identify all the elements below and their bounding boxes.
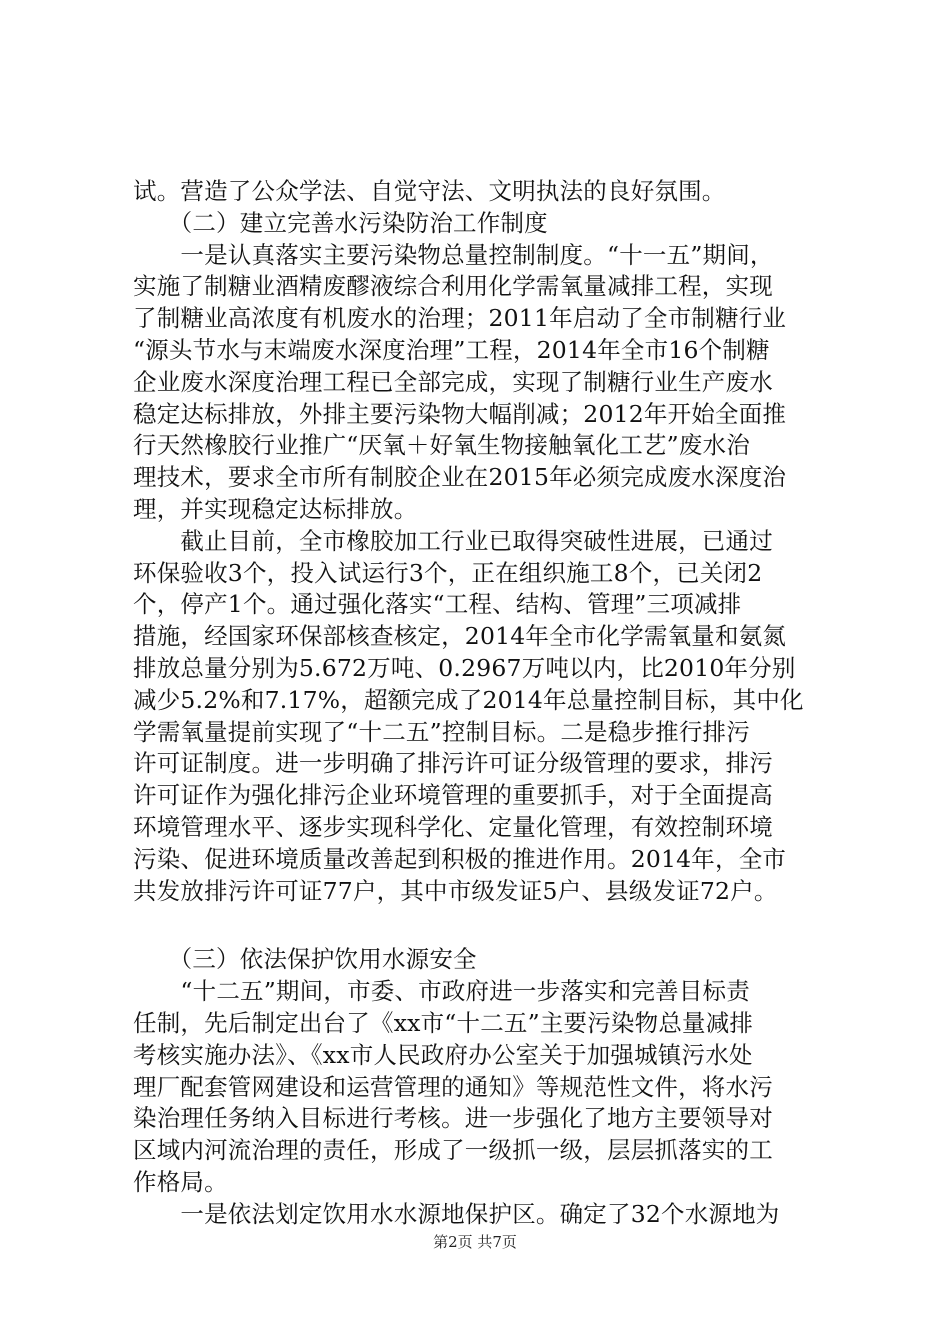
text-line: 理厂配套管网建设和运营管理的通知》等规范性文件，将水污 xyxy=(133,1072,773,1101)
text-line: 实施了制糖业酒精废醪液综合利用化学需氧量减排工程，实现 xyxy=(133,272,773,301)
text-line: 环保验收3个，投入试运行3个，正在组织施工8个，已关闭2 xyxy=(133,558,763,587)
section-heading: （二）建立完善水污染防治工作制度 xyxy=(133,208,548,237)
text-line: 试。营造了公众学法、自觉守法、文明执法的良好氛围。 xyxy=(133,177,726,205)
text-line: 行天然橡胶行业推广“厌氧＋好氧生物接触氧化工艺”废水治 xyxy=(133,431,750,460)
text-line: 了制糖业高浓度有机废水的治理；2011年启动了全市制糖行业 xyxy=(133,304,787,333)
section-heading: （三）依法保护饮用水源安全 xyxy=(133,945,477,974)
text-line: 理技术，要求全市所有制胶企业在2015年必须完成废水深度治 xyxy=(133,463,787,492)
text-line: 稳定达标排放，外排主要污染物大幅削减；2012年开始全面推 xyxy=(133,399,787,428)
text-line: 环境管理水平、逐步实现科学化、定量化管理，有效控制环境 xyxy=(133,812,773,841)
text-line: “源头节水与末端废水深度治理”工程，2014年全市16个制糖 xyxy=(133,335,770,364)
text-line: “十二五”期间，市委、市政府进一步落实和完善目标责 xyxy=(133,977,750,1006)
text-line: 个，停产1个。通过强化落实“工程、结构、管理”三项减排 xyxy=(133,590,742,619)
text-line: 许可证作为强化排污企业环境管理的重要抓手，对于全面提高 xyxy=(133,781,773,810)
text-line: 排放总量分别为5.672万吨、0.2967万吨以内，比2010年分别 xyxy=(133,653,796,682)
text-line: 一是依法划定饮用水水源地保护区。确定了32个水源地为 xyxy=(133,1199,780,1228)
text-line: 学需氧量提前实现了“十二五”控制目标。二是稳步推行排污 xyxy=(133,717,750,746)
paragraph-gap xyxy=(133,907,853,944)
text-line: 污染、促进环境质量改善起到积极的推进作用。2014年，全市 xyxy=(133,844,787,873)
text-line: 染治理任务纳入目标进行考核。进一步强化了地方主要领导对 xyxy=(133,1104,773,1133)
text-line: 减少5.2%和7.17%，超额完成了2014年总量控制目标，其中化 xyxy=(133,685,804,714)
text-line: 区域内河流治理的责任，形成了一级抓一级，层层抓落实的工 xyxy=(133,1136,773,1165)
body-text xyxy=(133,176,853,1231)
page-footer: 第2页 共7页 xyxy=(433,1233,517,1251)
text-line: 理，并实现稳定达标排放。 xyxy=(133,494,418,523)
text-line: 作格局。 xyxy=(133,1167,228,1196)
text-line: 一是认真落实主要污染物总量控制制度。“十一五”期间， xyxy=(133,240,774,269)
text-line: 措施，经国家环保部核查核定，2014年全市化学需氧量和氨氮 xyxy=(133,622,787,651)
text-line: 许可证制度。进一步明确了排污许可证分级管理的要求，排污 xyxy=(133,749,773,778)
text-line: 共发放排污许可证77户，其中市级发证5户、县级发证72户。 xyxy=(133,876,778,905)
text-line: 任制，先后制定出台了《xx市“十二五”主要污染物总量减排 xyxy=(133,1008,754,1037)
text-line: 企业废水深度治理工程已全部完成，实现了制糖行业生产废水 xyxy=(133,367,773,396)
text-line: 截止目前，全市橡胶加工行业已取得突破性进展，已通过 xyxy=(133,526,773,555)
text-line: 考核实施办法》、《xx市人民政府办公室关于加强城镇污水处 xyxy=(133,1040,753,1069)
